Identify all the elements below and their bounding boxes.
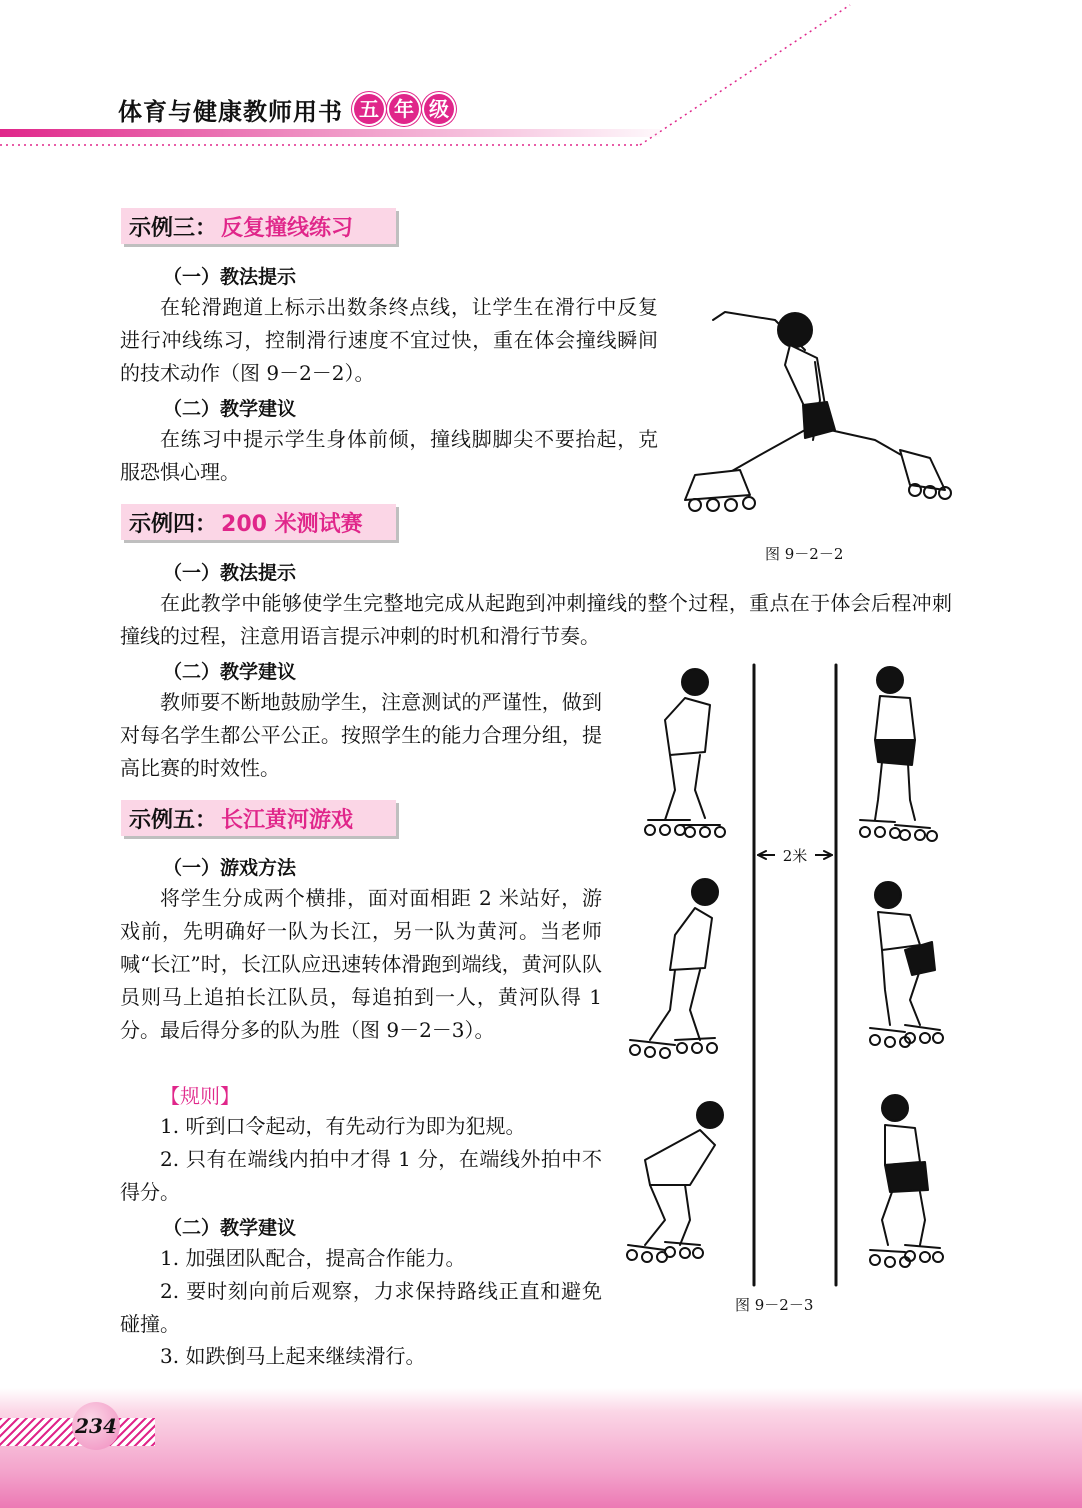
example3-sub1: （一）教法提示 [163,266,297,288]
example5-sub1: （一）游戏方法 [163,857,297,879]
skater-left-1 [645,669,725,837]
rule-1: 1. 听到口令起动，有先动行为即为犯规。 [160,1114,526,1138]
example4-text1: 在此教学中能够使学生完整地完成从起跑到冲刺撞线的整个过程，重点在于体会后程冲刺撞线的过程，注意用语言提示冲刺的时机和滑行节奏。 [120,591,952,648]
example3-label: 示例三： [129,215,218,241]
example3-banner [121,208,396,244]
example4-text2: 教师要不断地鼓励学生，注意测试的严谨性，做到对每名学生都公平公正。按照学生的能力合理分组，提高比赛的时效性。 [120,690,602,780]
example4-title: 200 米测试赛 [221,511,363,537]
grade-badge-3: 级 [424,94,454,124]
rule-2: 2. 只有在端线内拍中才得 1 分，在端线外拍中不得分。 [120,1147,602,1204]
example5-text1: 将学生分成两个横排，面对面相距 2 米站好，游戏前，先明确好一队为长江，另一队为黄河。当老师喊“长江”时，长江队应迅速转体滑跑到端线，黄河队队员则马上追拍长江队员，每追拍到一人，黄河队得 1 分。最后得分多的队为胜（图 9－2－3）。 [120,886,602,1042]
example4-banner [121,504,396,540]
page-number: 234 [72,1402,120,1450]
example3-text2: 在练习中提示学生身体前倾，撞线脚脚尖不要抬起，克服恐惧心理。 [120,427,658,484]
example4-sub1: （一）教法提示 [163,562,297,584]
example4-sub2: （二）教学建议 [163,661,297,683]
skater-crossing-line-illustration [665,290,965,520]
tip-2: 2. 要时刻向前后观察，力求保持路线正直和避免碰撞。 [120,1279,602,1336]
tip-1: 1. 加强团队配合，提高合作能力。 [160,1246,466,1270]
header-bar [0,129,660,137]
tip-3: 3. 如跌倒马上起来继续滑行。 [160,1344,426,1368]
figure-923-caption: 图 9－2－3 [735,1296,814,1314]
skater-left-3 [627,1102,723,1262]
two-teams-game-illustration [620,660,960,1290]
grade-badge-1: 五 [354,94,384,124]
grade-badge-2: 年 [389,94,419,124]
figure-922-caption: 图 9－2－2 [765,545,844,563]
skater-right-2 [870,882,943,1047]
skater-left-2 [630,879,718,1058]
skater-right-1 [860,667,937,841]
example3-sub2: （二）教学建议 [163,398,297,420]
example4-label: 示例四： [129,511,218,537]
distance-label: 2米 [782,847,808,865]
rules-heading: 【规则】 [160,1084,240,1108]
footer-band [0,1388,1082,1508]
example5-label: 示例五： [129,807,218,833]
skater-right-3 [870,1095,943,1267]
example5-sub2: （二）教学建议 [163,1217,297,1239]
example5-title: 长江黄河游戏 [221,807,354,833]
example3-title: 反复撞线练习 [221,215,354,241]
book-title: 体育与健康教师用书 [118,97,343,126]
example3-text1: 在轮滑跑道上标示出数条终点线，让学生在滑行中反复进行冲线练习，控制滑行速度不宜过快，重在体会撞线瞬间的技术动作（图 9－2－2）。 [120,295,658,385]
example5-banner [121,800,396,836]
